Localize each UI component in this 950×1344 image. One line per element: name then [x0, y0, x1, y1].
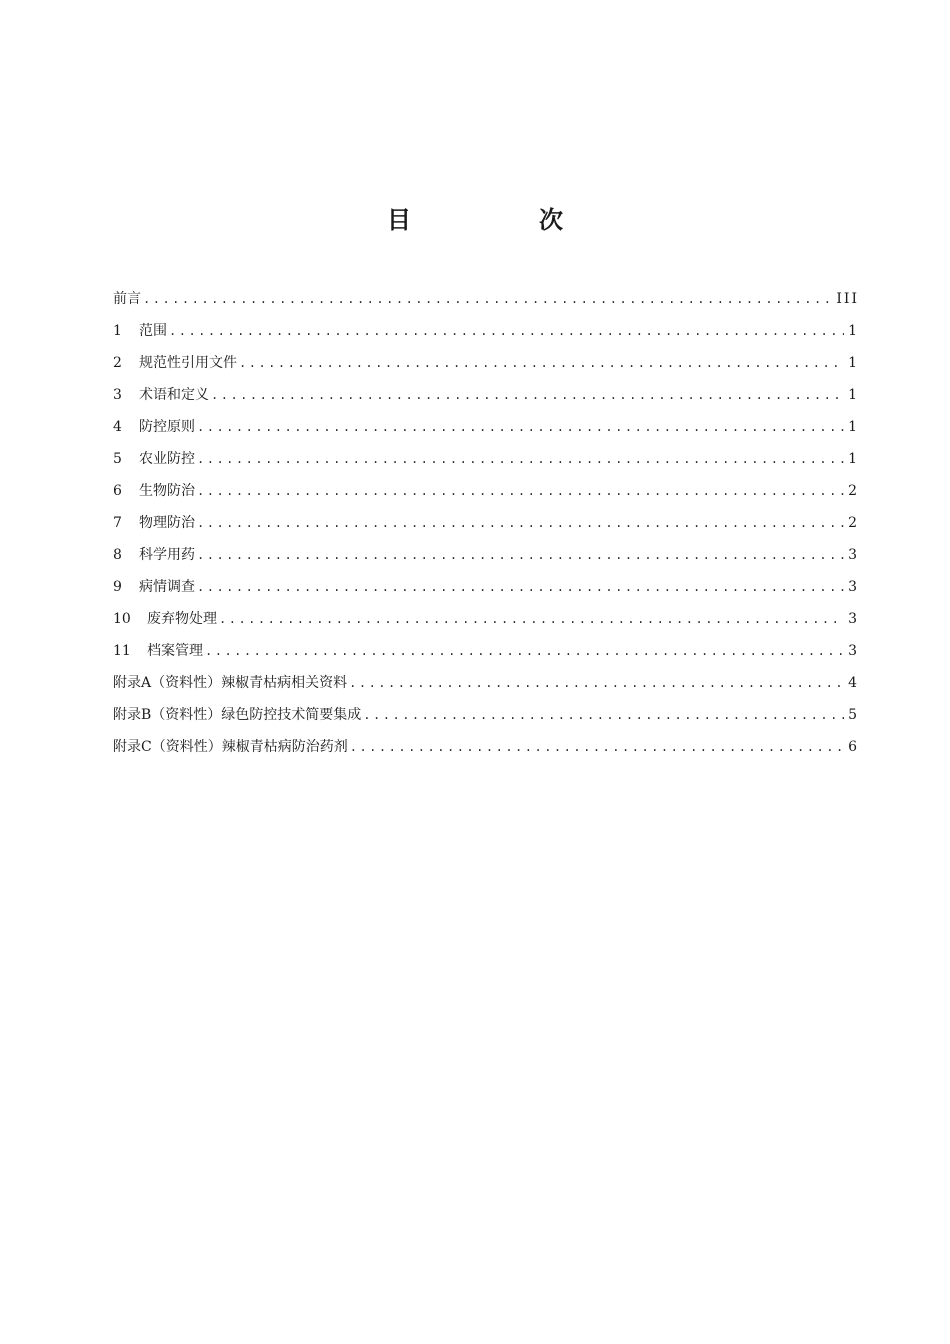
toc-entry-label: 前言	[113, 291, 141, 307]
toc-entry-number: 2	[113, 355, 122, 371]
toc-entry-number: 10	[113, 611, 131, 627]
toc-page-number: 5	[848, 707, 859, 723]
toc-leader-dots	[143, 289, 832, 309]
toc-entry-number: 8	[113, 547, 122, 563]
toc-leader-dots	[239, 353, 844, 373]
toc-page-number: 2	[848, 483, 859, 499]
toc-page-number: 1	[848, 451, 859, 467]
toc-page-number: 1	[848, 419, 859, 435]
toc-entry-number: 6	[113, 483, 122, 499]
toc-entry-number: 9	[113, 579, 122, 595]
toc-leader-dots	[363, 705, 844, 725]
toc-leader-dots	[350, 737, 844, 757]
toc-entry-label: 辣椒青枯病相关资料	[221, 675, 348, 691]
toc-page-number: 4	[848, 675, 859, 691]
toc-entry-label: 生物防治	[139, 483, 195, 499]
toc-entry-appendix-c[interactable]	[113, 737, 859, 769]
toc-leader-dots	[349, 673, 844, 693]
toc-leader-dots	[197, 481, 844, 501]
toc-entry-label: 废弃物处理	[147, 611, 217, 627]
toc-entry-label: 农业防控	[139, 451, 195, 467]
toc-entry-label: 范围	[139, 323, 167, 339]
toc-leader-dots	[219, 609, 844, 629]
toc-entry-label: 档案管理	[147, 643, 203, 659]
toc-entry-number: 5	[113, 451, 122, 467]
toc-leader-dots	[197, 577, 844, 597]
toc-page-number: 1	[848, 355, 859, 371]
toc-entry-4[interactable]	[113, 417, 859, 449]
toc-entry-10[interactable]	[113, 609, 859, 641]
toc-entry-label: 辣椒青枯病防治药剂	[221, 739, 348, 755]
toc-page-number: 3	[848, 643, 859, 659]
toc-entry-appendix-a[interactable]	[113, 673, 859, 705]
toc-leader-dots	[197, 449, 844, 469]
toc-entry-label: 绿色防控技术简要集成	[221, 707, 362, 723]
toc-appendix-prefix: 附录B（资料性）	[113, 707, 222, 723]
toc-entry-6[interactable]	[113, 481, 859, 513]
toc-entry-foreword[interactable]	[113, 289, 859, 321]
toc-appendix-prefix: 附录C（资料性）	[113, 739, 222, 755]
toc-entry-9[interactable]	[113, 577, 859, 609]
toc-entry-2[interactable]	[113, 353, 859, 385]
toc-page-number: 1	[848, 323, 859, 339]
toc-entry-label: 规范性引用文件	[139, 355, 237, 371]
toc-page-number: 2	[848, 515, 859, 531]
toc-leader-dots	[169, 321, 844, 341]
toc-page-number: III	[836, 291, 859, 307]
toc-page-number: 6	[848, 739, 859, 755]
toc-entry-number: 1	[113, 323, 122, 339]
toc-page-number: 1	[848, 387, 859, 403]
toc-entry-label: 术语和定义	[139, 387, 209, 403]
toc-leader-dots	[205, 641, 844, 661]
toc-entry-1[interactable]	[113, 321, 859, 353]
toc-entry-appendix-b[interactable]	[113, 705, 859, 737]
toc-entry-7[interactable]	[113, 513, 859, 545]
toc-page-number: 3	[848, 547, 859, 563]
toc-entry-label: 防控原则	[139, 419, 195, 435]
toc-entry-label: 病情调查	[139, 579, 195, 595]
toc-leader-dots	[197, 513, 844, 533]
toc-leader-dots	[197, 545, 844, 565]
toc-entry-number: 11	[113, 643, 131, 659]
toc-entry-3[interactable]	[113, 385, 859, 417]
toc-entry-number: 7	[113, 515, 122, 531]
toc-list	[113, 289, 859, 769]
toc-entry-label: 科学用药	[139, 547, 195, 563]
toc-entry-5[interactable]	[113, 449, 859, 481]
toc-entry-number: 3	[113, 387, 122, 403]
toc-entry-label: 物理防治	[139, 515, 195, 531]
toc-page-number: 3	[848, 579, 859, 595]
toc-entry-number: 4	[113, 419, 122, 435]
toc-title: 目 次	[387, 206, 615, 234]
toc-appendix-prefix: 附录A（资料性）	[113, 675, 222, 691]
toc-leader-dots	[211, 385, 844, 405]
toc-entry-11[interactable]	[113, 641, 859, 673]
toc-page-number: 3	[848, 611, 859, 627]
toc-leader-dots	[197, 417, 844, 437]
toc-entry-8[interactable]	[113, 545, 859, 577]
